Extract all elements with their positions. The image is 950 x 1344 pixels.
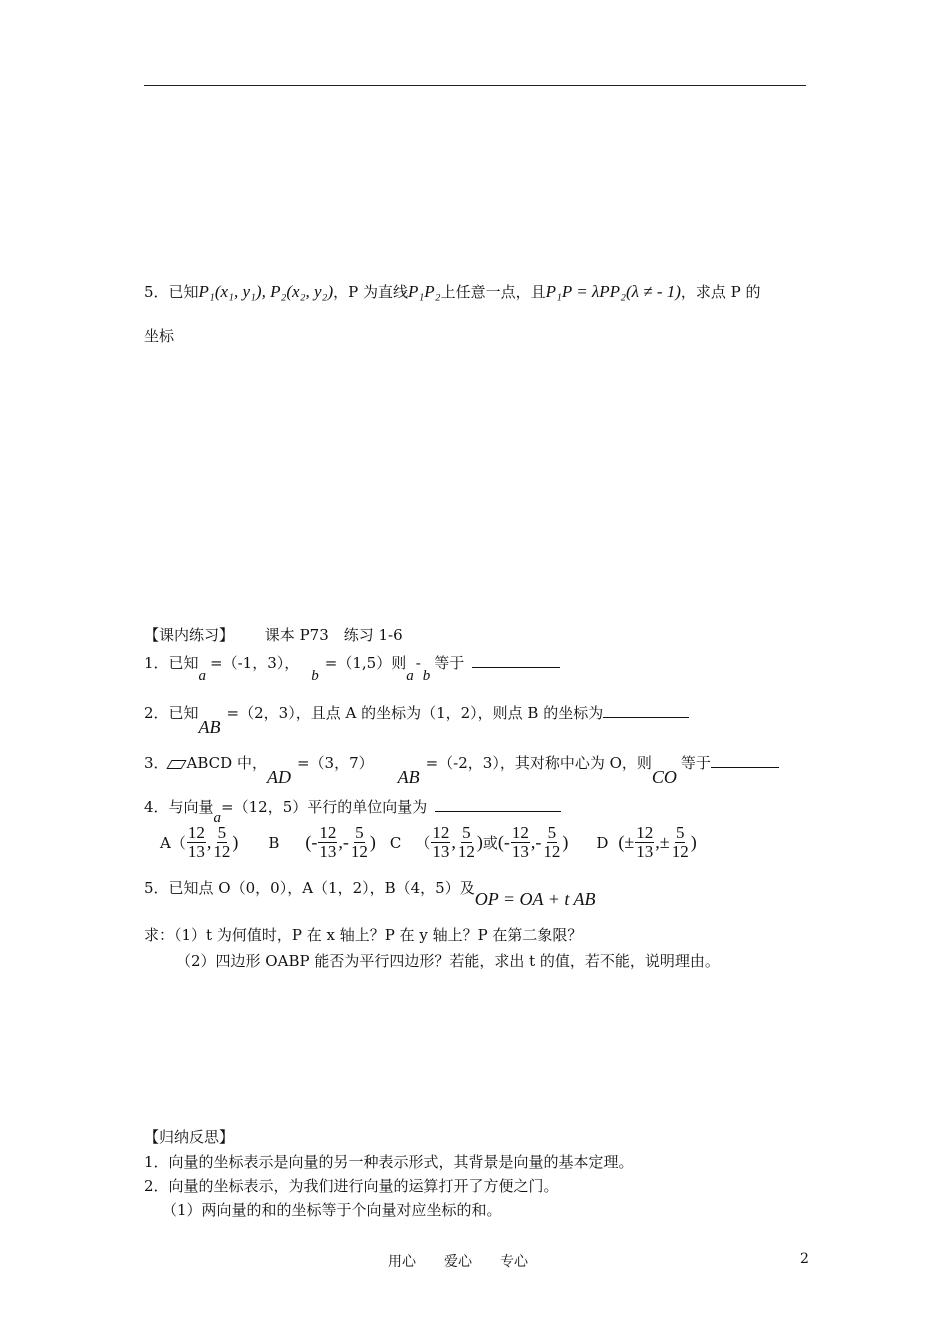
choice-a-frac1: $\frac{12}{13}$ bbox=[187, 823, 205, 861]
q2-tail: =（2，3），且点 A 的坐标为（1，2），则点 B 的坐标为 bbox=[226, 704, 604, 722]
choice-c-frac4: $\frac{5}{12}$ bbox=[543, 823, 561, 861]
q2-lead: 2．已知 bbox=[144, 704, 199, 722]
q3-lead: ABCD 中， bbox=[186, 754, 267, 772]
header-rule bbox=[144, 85, 806, 86]
q4-tail: =（12，5）平行的单位向量为 bbox=[221, 798, 428, 816]
q1-diff-b: b bbox=[422, 668, 431, 684]
q3-vec-ad: AD bbox=[266, 767, 291, 787]
q1-vec-a: a bbox=[198, 668, 207, 684]
q2-answer-blank[interactable] bbox=[603, 703, 689, 718]
p5-text3: ，求点 P 的 bbox=[680, 283, 761, 301]
p5-lead: 5．已知 bbox=[144, 283, 199, 301]
reflection-header: 【归纳反思】 bbox=[144, 1128, 235, 1146]
choice-c-frac2: $\frac{5}{12}$ bbox=[457, 823, 475, 861]
exercise-title: 【课内练习】 bbox=[144, 626, 235, 644]
q4-vec-a: a bbox=[213, 810, 222, 826]
exercise-q4-choices: A（ $\frac{12}{13}$ , $\frac{5}{12}$ ) B (- $\frac{12}{13}$ ,- $\frac{5}{12}$ ) C （ $\frac{12}{13}$ , $\frac{5}{12}$ ) 或 (- $\frac{12}{13}$ ,- $\frac{5}{12}$ ) D (± $\frac{12}{13}$ ,± $\frac{5}{12}$ ) bbox=[160, 823, 697, 861]
q3-vec-co: CO bbox=[651, 767, 677, 787]
q3-answer-blank[interactable] bbox=[711, 753, 779, 768]
q2-vec-ab: AB bbox=[198, 717, 221, 737]
p5-line: P₁P₂ bbox=[407, 282, 441, 301]
choice-d-frac2: $\frac{5}{12}$ bbox=[671, 823, 689, 861]
q4-answer-blank[interactable] bbox=[435, 797, 561, 812]
q1-a-val: =（-1，3）， bbox=[210, 654, 300, 672]
exercise-ask-1: 求：（1）t 为何值时，P 在 x 轴上？P 在 y 轴上？P 在第二象限？ bbox=[144, 926, 583, 944]
q3-val2: =（-2，3），其对称中心为 O，则 bbox=[425, 754, 652, 772]
exercise-ref: 课本 P73 练习 1-6 bbox=[264, 626, 403, 644]
q1-minus: - bbox=[415, 654, 421, 672]
choice-c-frac1: $\frac{12}{13}$ bbox=[432, 823, 450, 861]
choice-c-label: C bbox=[389, 833, 402, 852]
exercise-q5 bbox=[144, 877, 596, 909]
q1-tail: 等于 bbox=[434, 654, 465, 672]
problem-5-cont: 坐标 bbox=[144, 327, 175, 345]
choice-c-or: 或 bbox=[482, 834, 498, 852]
choice-c-frac3: $\frac{12}{13}$ bbox=[511, 823, 529, 861]
q3-vec-ab: AB bbox=[397, 767, 420, 787]
p5-points: P₁(x₁, y₁), P₂(x₂, y₂) bbox=[198, 282, 334, 301]
footer-motto: 用心 爱心 专心 bbox=[388, 1254, 528, 1270]
p5-text1: ，P 为直线 bbox=[333, 283, 408, 301]
exercise-q3 bbox=[144, 752, 779, 787]
exercise-header bbox=[144, 624, 403, 645]
choice-a-frac2: $\frac{5}{12}$ bbox=[213, 823, 231, 861]
q1-b-val: =（1,5）则 bbox=[324, 654, 407, 672]
q1-vec-b: b bbox=[311, 668, 319, 684]
q1-lead: 1．已知 bbox=[144, 654, 199, 672]
q5-formula: OP = OA + t AB bbox=[474, 889, 596, 909]
q1-diff-a: a bbox=[406, 668, 414, 684]
exercise-q1 bbox=[144, 652, 560, 684]
q1-answer-blank[interactable] bbox=[472, 653, 560, 668]
choice-d-frac1: $\frac{12}{13}$ bbox=[636, 823, 654, 861]
p5-text2: 上任意一点，且 bbox=[440, 283, 546, 301]
choice-b-label: B bbox=[268, 833, 280, 852]
reflection-line-1: 1．向量的坐标表示是向量的另一种表示形式，其背景是向量的基本定理。 bbox=[144, 1153, 634, 1171]
choice-a-label: A（ bbox=[160, 834, 186, 852]
exercise-q2 bbox=[144, 702, 689, 737]
choice-b-frac1: $\frac{12}{13}$ bbox=[319, 823, 337, 861]
q3-tail: 等于 bbox=[680, 754, 711, 772]
q3-number: 3． bbox=[144, 754, 169, 772]
p5-relation: P₁P = λPP₂(λ ≠ - 1) bbox=[545, 282, 681, 301]
reflection-line-3: （1）两向量的和的坐标等于个向量对应坐标的和。 bbox=[162, 1201, 502, 1219]
q3-val1: =（3，7） bbox=[296, 754, 374, 772]
page-number: 2 bbox=[800, 1251, 809, 1267]
problem-5-line bbox=[144, 281, 761, 302]
choice-d-label: D bbox=[596, 833, 609, 852]
reflection-line-2: 2．向量的坐标表示，为我们进行向量的运算打开了方便之门。 bbox=[144, 1177, 559, 1195]
choice-b-frac2: $\frac{5}{12}$ bbox=[350, 823, 368, 861]
q5-lead: 5．已知点 O（0，0），A（1，2），B（4，5）及 bbox=[144, 879, 475, 897]
q4-lead: 4．与向量 bbox=[144, 798, 214, 816]
exercise-q4 bbox=[144, 796, 561, 826]
exercise-ask-2: （2）四边形 OABP 能否为平行四边形？若能，求出 t 的值，若不能，说明理由。 bbox=[176, 952, 720, 970]
